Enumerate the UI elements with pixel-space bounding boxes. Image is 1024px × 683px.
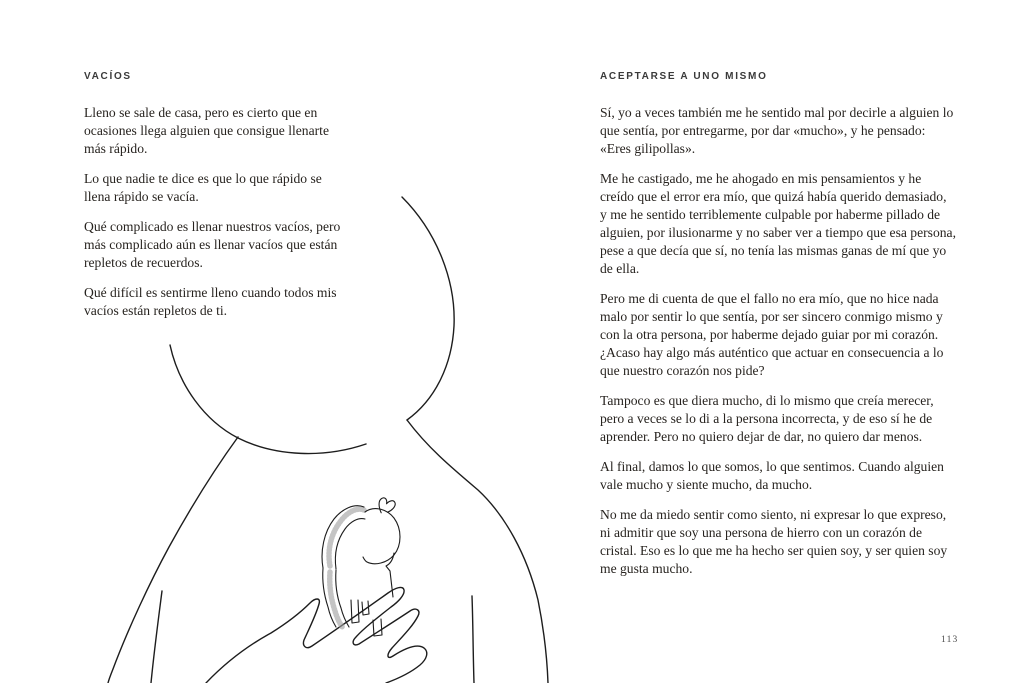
right-page-paragraph: No me da miedo sentir como siento, ni expresar lo que expreso, ni admitir que soy una persona de hierro con un corazón de cristal. Eso es lo que me ha hecho ser quien soy, y ser quien soy me gusta mucho.	[600, 507, 948, 576]
right-page-paragraphs	[600, 104, 956, 578]
right-page-paragraph: Al final, damos lo que somos, lo que sentimos. Cuando alguien vale mucho y siente mucho, da mucho.	[600, 459, 944, 492]
left-page-title: VACÍOS	[84, 71, 132, 82]
head-bottom-arc	[170, 345, 366, 454]
left-body-line	[108, 437, 238, 683]
left-inner-arm-line	[151, 591, 162, 683]
key-tooth-1	[351, 600, 359, 623]
left-page-paragraph: Lleno se sale de casa, pero es cierto que en ocasiones llega alguien que consigue llenarte más rápido.	[84, 105, 329, 156]
right-page-paragraph: Tampoco es que diera mucho, di lo mismo que creía merecer, pero a veces se lo di a la persona incorrecta, y de eso sí he de aprender. Pero no quiero dejar de dar, no quiero dar menos.	[600, 393, 934, 444]
right-page-title: ACEPTARSE A UNO MISMO	[600, 71, 768, 82]
heart-icon	[377, 497, 396, 516]
page-number: 113	[941, 635, 959, 645]
key-bit-between-fingers	[373, 619, 382, 636]
neck-and-right-body-line	[407, 420, 548, 683]
right-inner-arm-line	[472, 596, 474, 683]
key-bow-lobe	[363, 509, 400, 564]
key-bow-stipple-shading	[329, 509, 364, 566]
left-page-paragraphs	[84, 104, 344, 320]
hand-and-fingers-line	[206, 587, 427, 683]
right-page-paragraph: Me he castigado, me he ahogado en mis pensamientos y he creído que el error era mío, que quizá había querido demasiado, y me he sentido terriblemente culpable por haberme pillado de alguien, por ilusionarme y no saber ver a tiempo que esa persona, pese a que decía que sí, no tenía las mismas ganas de mí que yo de ella.	[600, 171, 956, 276]
head-right-arc	[402, 197, 454, 420]
right-page	[600, 71, 956, 590]
left-page-paragraph: Qué difícil es sentirme lleno cuando todos mis vacíos están repletos de ti.	[84, 285, 337, 318]
left-page-paragraph: Qué complicado es llenar nuestros vacíos, pero más complicado aún es llenar vacíos que están repletos de recuerdos.	[84, 219, 341, 270]
right-page-paragraph: Pero me di cuenta de que el fallo no era mío, que no hice nada malo por sentir lo que sentía, por ser sincero conmigo mismo y con la otra persona, por haberme dejado guiar por mi corazón. ¿Acaso hay algo más auténtico que actuar en consecuencia a lo que nuestro corazón nos pide?	[600, 291, 944, 378]
left-page	[84, 71, 344, 332]
right-page-paragraph: Sí, yo a veces también me he sentido mal por decirle a alguien lo que sentía, por entregarme, por dar «mucho», y he pensado: «Eres gilipollas».	[600, 105, 954, 156]
left-page-paragraph: Lo que nadie te dice es que lo que rápido se llena rápido se vacía.	[84, 171, 322, 204]
